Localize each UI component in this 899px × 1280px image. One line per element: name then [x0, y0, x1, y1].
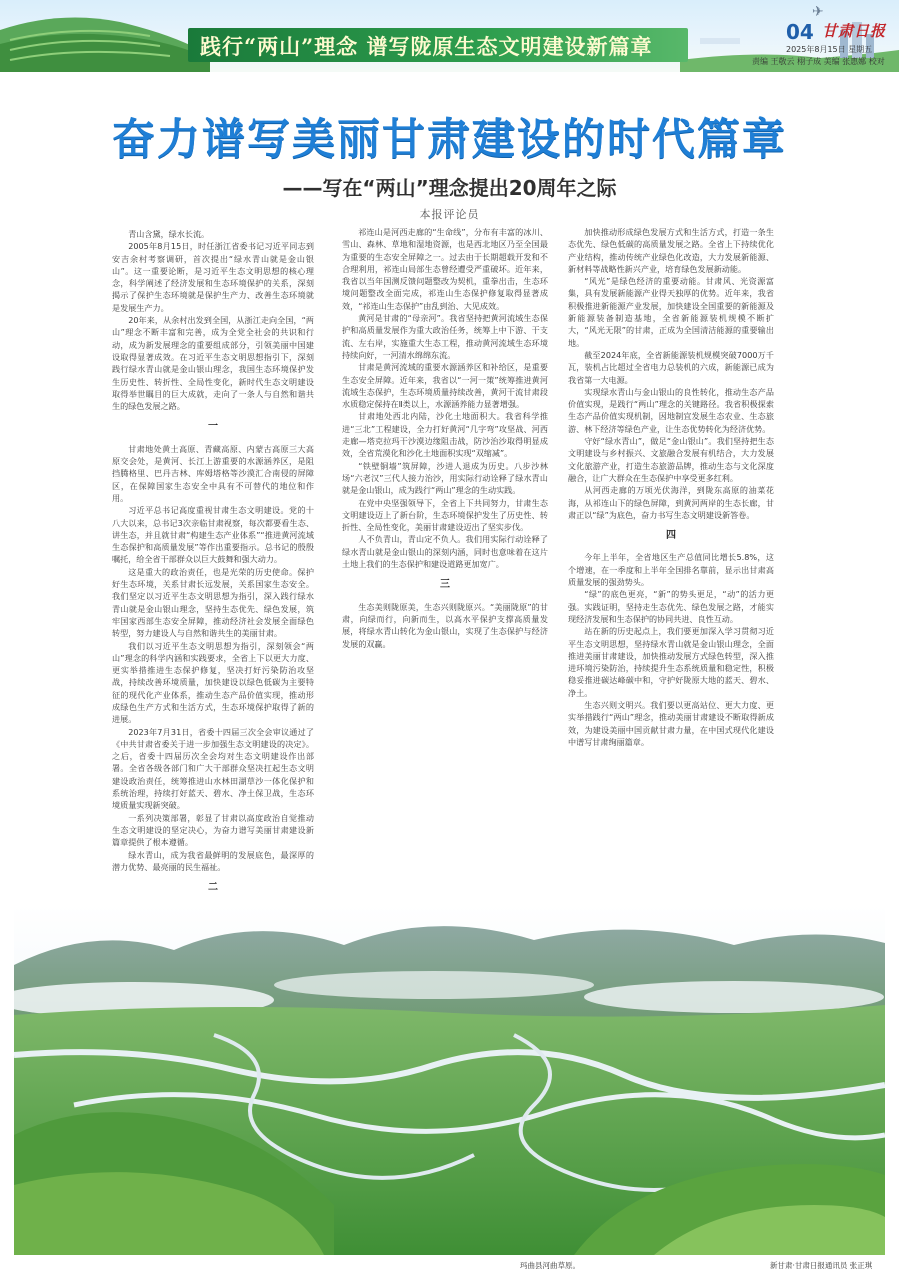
airplane-icon: ✈	[812, 4, 824, 20]
page-kicker: 践行“两山”理念 谱写陇原生态文明建设新篇章	[200, 34, 653, 59]
paragraph: 2023年7月31日，省委十四届三次全会审议通过了《中共甘肃省委关于进一步加强生态文明建设的决定》。之后，省委十四届历次全会均对生态文明建设作出部署。全省各级各部门和广大干部群众坚决扛起生态文明建设政治责任，统筹推进山水林田湖草沙一体化保护和系统治理，持续打好蓝天、碧水、净土保卫战，生态环境质量实现新突破。	[112, 726, 314, 811]
article-subtitle: ——写在“两山”理念提出20周年之际	[282, 176, 617, 200]
article-byline: 本报评论员	[419, 208, 480, 221]
section-heading-three: 三	[440, 579, 450, 591]
paragraph: “风光”是绿色经济的重要动能。甘肃风、光资源富集，具有发展新能源产业得天独厚的优势。近年来，我省积极推进新能源产业发展，加快建设全国重要的新能源及新能源装备制造基地，全省新能源装机规模不断扩大，“风光无限”的甘肃，正成为全国清洁能源的重要输出地。	[568, 276, 774, 348]
paragraph: 实现绿水青山与金山银山的良性转化，推动生态产品价值实现，是践行“两山”理念的关键路径。我省积极探索生态产品价值实现机制，因地制宜发展生态农业、生态旅游、林下经济等绿色产业，让生态优势转化为经济优势。	[568, 386, 774, 434]
paragraph: 站在新的历史起点上，我们要更加深入学习贯彻习近平生态文明思想，坚持绿水青山就是金山银山理念，全面推进美丽甘肃建设，加快推动发展方式绿色转型，深入推进环境污染防治，持续提升生态系统质量和稳定性，积极稳妥推进碳达峰碳中和，守护好陇原大地的蓝天、碧水、净土。	[568, 626, 774, 698]
paragraph: 从河西走廊的万顷光伏海洋，到陇东高原的油菜花海，从祁连山下的绿色屏障，到黄河两岸的生态长廊，甘肃正以“绿”为底色，奋力书写生态文明建设新答卷。	[568, 485, 774, 520]
paragraph: 加快推动形成绿色发展方式和生活方式，打造一条生态优先、绿色低碳的高质量发展之路。全省上下持续优化产业结构，推动传统产业绿色化改造，大力发展新能源、新材料等战略性新兴产业，培育绿色发展新动能。	[568, 227, 774, 274]
paragraph: 这是重大的政治责任，也是光荣的历史使命。保护好生态环境，关系甘肃长远发展，关系国家生态安全。我们坚定以习近平生态文明思想为指引，深入践行绿水青山就是金山银山理念，坚持生态优先、绿色发展，筑牢国家西部生态安全屏障，推动经济社会发展全面绿色转型，努力建设人与自然和谐共生的美丽甘肃。	[112, 566, 314, 639]
paragraph: “铁壁铜墙”筑屏障，沙进人退成为历史。八步沙林场“六老汉”三代人接力治沙，用实际行动诠释了绿水青山就是金山银山，成为践行“两山”理念的生动实践。	[342, 460, 548, 496]
section-heading-two: 二	[208, 882, 218, 894]
paragraph: 20年来，从余村出发到全国，从浙江走向全国，“两山”理念不断丰富和完善，成为全党全社会的共识和行动，成为新发展理念的重要组成部分，引领美丽中国建设取得显著成效。在习近平生态文明思想指引下，深刻践行绿水青山就是金山银山理念，我国生态环境保护发生历史性、转折性、全局性变化，新时代生态文明建设取得举世瞩目的巨大成就，走向了一条人与自然和谐共生的绿色发展之路。	[112, 315, 314, 412]
paragraph: 人不负青山，青山定不负人。我们用实际行动诠释了绿水青山就是金山银山的深刻内涵，同时也意味着在这片土地上我们的生态保护和建设道路更加宽广。	[342, 534, 548, 570]
article-title: 奋力谱写美丽甘肃建设的时代篇章	[112, 115, 787, 165]
paragraph: 甘肃是黄河流域的重要水源涵养区和补给区，是重要生态安全屏障。近年来，我省以“一河一策”统筹推进黄河流域生态保护，生态环境质量持续改善，黄河干流甘肃段水质稳定保持在Ⅱ类以上，水源涵养能力显著增强。	[342, 362, 548, 410]
article-column-1	[112, 228, 314, 940]
editor-credits: 责编 王敬云 栩子成 美编 张惠娜 校对	[752, 57, 885, 66]
paragraph: 习近平总书记高度重视甘肃生态文明建设。党的十八大以来，总书记3次亲临甘肃视察，每次都要看生态、讲生态，并且就甘肃“构建生态产业体系”“推进黄河流域生态保护和高质量发展”等作出重要指示。总书记的殷殷嘱托，给全省干部群众以巨大鼓舞和强大动力。	[112, 505, 314, 565]
paragraph: 甘肃地处黄土高原、青藏高原、内蒙古高原三大高原交会处，是黄河、长江上游重要的水源涵养区，是阻挡腾格里、巴丹吉林、库姆塔格等沙漠汇合南侵的屏障区，在保障国家生态安全中具有不可替代的地位和作用。	[112, 443, 314, 503]
paragraph: “绿”的底色更亮，“新”的势头更足，“动”的活力更强。实践证明，坚持走生态优先、绿色发展之路，才能实现经济发展和生态保护的协同共进、良性互动。	[568, 589, 774, 624]
paragraph: 截至2024年底，全省新能源装机规模突破7000万千瓦，装机占比超过全省电力总装机的六成，新能源已成为我省第一大电源。	[568, 349, 774, 385]
issue-date: 2025年8月15日 星期五	[786, 45, 873, 54]
paragraph: 我们以习近平生态文明思想为指引，深刻领会“两山”理念的科学内涵和实践要求，全省上下以更大力度、更实举措推进生态保护修复，坚决打好污染防治攻坚战，持续改善环境质量，加快建设以绿色低碳为主要特征的现代化产业体系，推动生态产品价值实现，推动形成绿色生产方式和生活方式，生态环境保护取得了新的进展。	[112, 640, 314, 725]
paragraph: 青山含黛，绿水长流。	[128, 229, 210, 239]
paragraph: 在党中央坚强领导下，全省上下共同努力，甘肃生态文明建设迈上了新台阶，生态环境保护发生了历史性、转折性、全局性变化，美丽甘肃建设迈出了坚实步伐。	[342, 497, 548, 533]
paragraph: 守好“绿水青山”，做足“金山银山”。我们坚持把生态文明建设与乡村振兴、文旅融合发展有机结合，大力发展文化旅游产业，打造生态旅游品牌，推动生态与文化深度融合，让广大群众在生态保护中享受更多红利。	[568, 436, 774, 483]
grassland-river-illustration	[14, 905, 885, 1255]
paragraph: 黄河是甘肃的“母亲河”。我省坚持把黄河流域生态保护和高质量发展作为重大政治任务，统筹上中下游、干支流、左右岸，实施重大生态工程，推动黄河流域生态环境持续向好，一河清水绵绵东流。	[342, 313, 548, 360]
article-column-2	[342, 226, 548, 650]
section-heading-one: 一	[208, 421, 218, 433]
page-banner	[0, 0, 899, 72]
paragraph: 绿水青山，成为我省最鲜明的发展底色，最深厚的潜力优势、最亮丽的民生福祉。	[112, 849, 314, 872]
page-number: 04	[786, 20, 814, 44]
masthead-logo: 甘肃日报	[822, 22, 887, 40]
paragraph: 2005年8月15日，时任浙江省委书记习近平同志到安吉余村考察调研，首次提出“绿水青山就是金山银山”。这一重要论断，是习近平生态文明思想的核心理念，科学阐述了经济发展和生态环境保护的关系，深刻揭示了保护生态环境就是保护生产力、改善生态环境就是发展生产力。	[112, 241, 314, 313]
paragraph: 生态美则陇原美，生态兴则陇原兴。“美丽陇原”的甘肃，向绿而行，向新而生，以高水平保护支撑高质量发展，将绿水青山转化为金山银山，实现了生态保护与经济发展的双赢。	[342, 601, 548, 649]
article-column-3	[568, 226, 774, 748]
photo-caption: 玛曲县河曲草原。	[520, 1261, 580, 1270]
paragraph: 今年上半年，全省地区生产总值同比增长5.8%，这个增速，在一季度和上半年全国排名靠前，显示出甘肃高质量发展的强劲势头。	[568, 552, 774, 588]
paragraph: 一系列决策部署，彰显了甘肃以高度政治自觉推动生态文明建设的坚定决心，为奋力谱写美丽甘肃建设新篇章提供了根本遵循。	[112, 812, 314, 848]
paragraph: 甘肃地处西北内陆，沙化土地面积大。我省科学推进“三北”工程建设，全力打好黄河“几字弯”攻坚战、河西走廊—塔克拉玛干沙漠边缘阻击战，防沙治沙取得明显成效，全省荒漠化和沙化土地面积实现“双缩减”。	[342, 411, 548, 459]
landscape-photo	[14, 905, 885, 1255]
photo-credit: 新甘肃·甘肃日报通讯员 张正琪	[770, 1261, 873, 1270]
paragraph: 祁连山是河西走廊的“生命线”，分布有丰富的冰川、雪山、森林、草地和湿地资源，也是西北地区乃至全国最为重要的生态安全屏障之一。过去由于长期超载开发和不合理利用，祁连山局部生态曾经遭受严重破坏。近年来，我省以当年国测反馈问题整改为契机，重拳出击，生态环境问题整改全面完成，祁连山生态保护修复取得显著成效，“祁连山生态保护”由乱到治、大见成效。	[342, 227, 548, 311]
paragraph: 生态兴则文明兴。我们要以更高站位、更大力度、更实举措践行“两山”理念，推动美丽甘肃建设不断取得新成效，为建设美丽中国贡献甘肃力量，在中国式现代化建设中谱写甘肃绚丽篇章。	[568, 699, 774, 747]
section-heading-four: 四	[666, 530, 676, 542]
